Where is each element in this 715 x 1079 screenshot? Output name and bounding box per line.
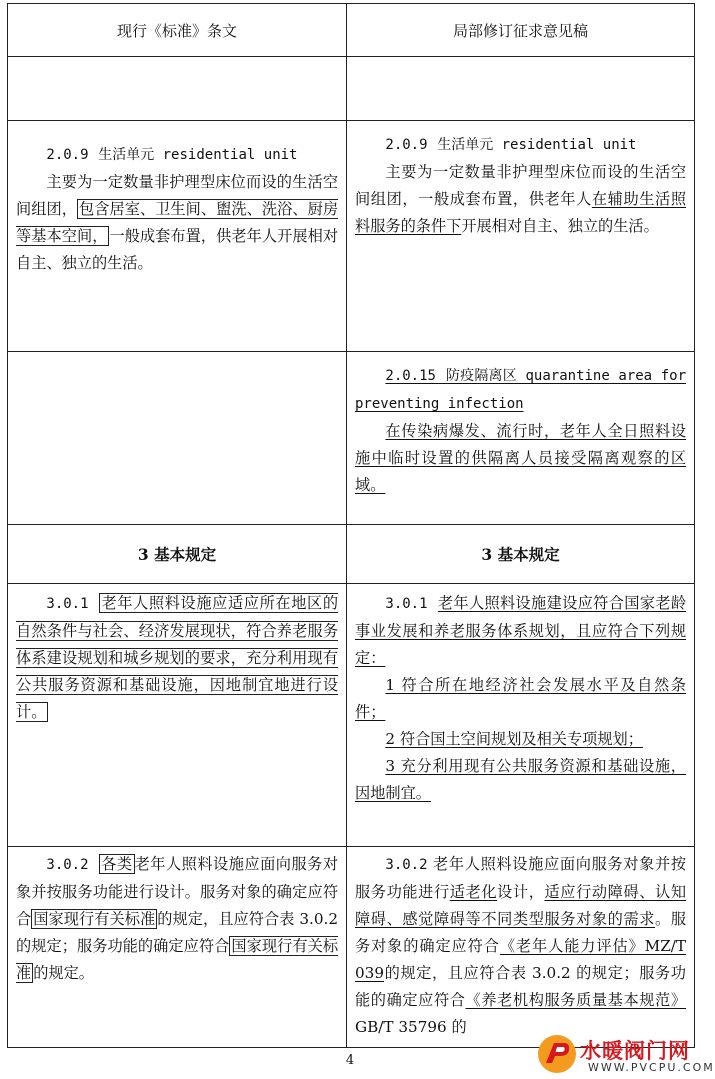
- clause-body: 主要为一定数量非护理型床位而设的生活空间组团， 包含居室、卫生间、盥洗、洗浴、厨房等基本空间， 一般成套布置，供老年人开展相对自主、独立的生活。: [16, 173, 339, 272]
- clause-2-0-15-draft: [347, 352, 695, 525]
- underlined-text: 《养老机构服务质量基本规范》: [465, 991, 687, 1009]
- underlined-text: 适应行动障碍、认知障碍、感觉障碍等不同类型服务对象的需求: [355, 883, 687, 928]
- empty-cell-left: [8, 57, 347, 121]
- underlined-text: 《老年人能力评估》MZ/T 039: [355, 937, 686, 982]
- page-number: 4: [345, 1053, 355, 1068]
- chapter-title-draft: 3 基本规定: [347, 525, 695, 584]
- underlined-text: 老年人照料设施建设应符合国家老龄事业发展和养老服务体系规划，且应符合下列规定：: [355, 594, 687, 667]
- boxed-text: 国家现行有关标准: [16, 937, 339, 982]
- watermark-url: WWW.PVCPU.COM: [588, 1061, 715, 1074]
- clause-3-0-1-draft: [347, 584, 695, 847]
- boxed-text: 国家现行有关标准: [33, 910, 156, 928]
- underlined-text: 适老化: [449, 883, 498, 901]
- clause-3-0-2-draft: [347, 847, 695, 1048]
- clause-row-2-0-9: [8, 121, 695, 352]
- clause-body: 3.0.1 老年人照料设施应适应所在地区的自然条件与社会、经济发展现状，符合养老服务体系建设规划和城乡规划的要求，充分利用现有公共服务资源和基础设施，因地制宜地进行设计。: [16, 594, 339, 721]
- clause-body: 主要为一定数量非护理型床位而设的生活空间组团，一般成套布置，供老年人在辅助生活照料服务的条件下开展相对自主、独立的生活。: [355, 163, 687, 235]
- watermark-name: 水暖阀门网: [580, 1039, 690, 1063]
- underlined-text: 在辅助生活照料服务的条件下: [355, 190, 687, 235]
- list-item: 1 符合所在地经济社会发展水平及自然条件；: [355, 676, 686, 721]
- watermark: [536, 1033, 715, 1077]
- clause-2-0-15-current-empty: [8, 352, 347, 525]
- list-item: 2 符合国土空间规划及相关专项规划；: [385, 730, 643, 748]
- clause-heading: 2.0.15 防疫隔离区 quarantine area for preventing infection: [355, 368, 686, 412]
- chapter-row: [8, 525, 695, 584]
- chapter-title-current: 3 基本规定: [8, 525, 347, 584]
- clause-2-0-9-current: [8, 121, 347, 352]
- list-item: 3 充分利用现有公共服务资源和基础设施，因地制宜。: [355, 757, 686, 802]
- comparison-table: [7, 3, 695, 1048]
- clause-row-2-0-15: [8, 352, 695, 525]
- clause-row-3-0-1: [8, 584, 695, 847]
- empty-row: [8, 57, 695, 121]
- clause-body: 3.0.2 老年人照料设施应面向服务对象并按服务功能进行适老化设计，适应行动障碍、认知障碍、感觉障碍等不同类型服务对象的需求。服务对象的确定应符合《老年人能力评估》MZ/T 039的规定，且应符合表 3.0.2 的规定；服务功能的确定应符合《养老机构服务质量基本规范》 GB/T 35796 的: [355, 855, 687, 1036]
- clause-row-3-0-2: [8, 847, 695, 1048]
- clause-body: 3.0.2 各类 老年人照料设施应面向服务对象并按服务功能进行设计。服务对象的确定应符合 国家现行有关标准 的规定，且应符合表 3.0.2 的规定；服务功能的确定应符合 国家现行有关标准 的规定。: [16, 855, 339, 982]
- clause-heading: 2.0.9 生活单元 residential unit: [46, 147, 298, 163]
- empty-cell-right: [347, 57, 695, 121]
- header-revision-draft: 局部修订征求意见稿: [347, 4, 695, 57]
- table-header-row: [8, 4, 695, 57]
- clause-3-0-1-current: [8, 584, 347, 847]
- clause-body: 在传染病爆发、流行时，老年人全日照料设施中临时设置的供隔离人员接受隔离观察的区域。: [355, 422, 686, 494]
- watermark-logo-icon: [536, 1033, 578, 1075]
- boxed-text: 老年人照料设施应适应所在地区的自然条件与社会、经济发展现状，符合养老服务体系建设规划和城乡规划的要求，充分利用现有公共服务资源和基础设施，因地制宜地进行设计。: [16, 594, 339, 721]
- boxed-text: 包含居室、卫生间、盥洗、洗浴、厨房等基本空间，: [16, 200, 339, 245]
- clause-heading: 2.0.9 生活单元 residential unit: [385, 137, 637, 153]
- clause-3-0-2-current: [8, 847, 347, 1048]
- clause-2-0-9-draft: [347, 121, 695, 352]
- boxed-text: 各类: [101, 855, 133, 873]
- header-current-standard: 现行《标准》条文: [8, 4, 347, 57]
- clause-body: 3.0.1 老年人照料设施建设应符合国家老龄事业发展和养老服务体系规划，且应符合下列规定：: [355, 594, 687, 667]
